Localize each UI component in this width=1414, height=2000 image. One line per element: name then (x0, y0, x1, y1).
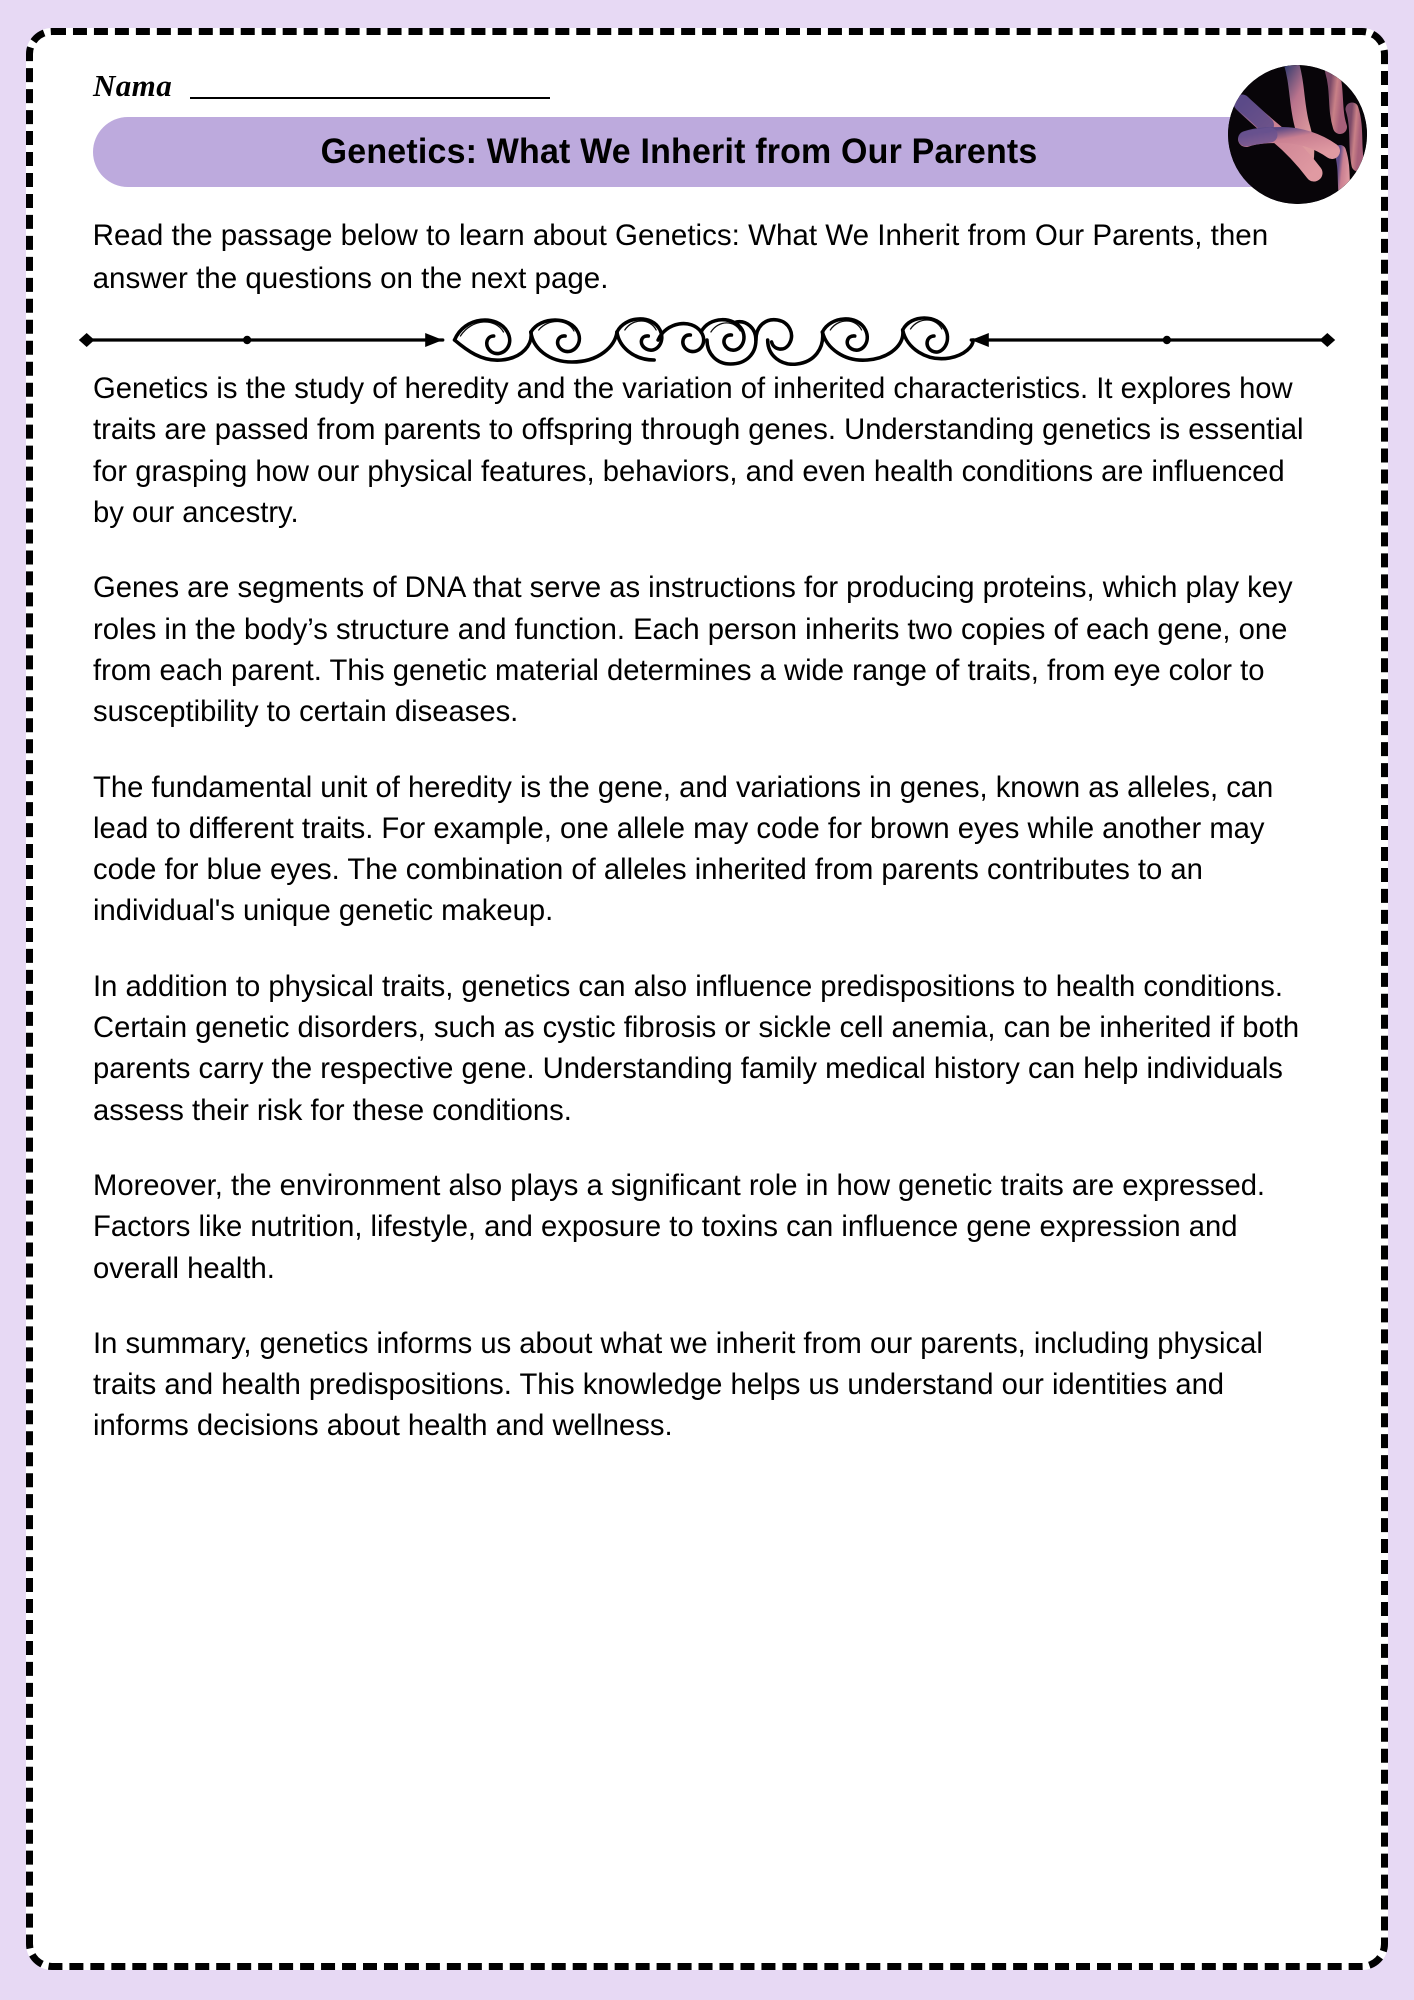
passage-paragraph: Moreover, the environment also plays a significant role in how genetic traits are expressed. Factors like nutrition, lifestyle, and exposure to toxins can influence gene expression and overall health. (93, 1168, 1266, 1285)
instructions-text: Read the passage below to learn about Genetics: What We Inherit from Our Parents, then answer the questions on the next page. (92, 219, 1269, 295)
name-row (67, 57, 1347, 105)
ornamental-flourish-divider-icon (67, 314, 1347, 366)
passage-body (67, 368, 1347, 1447)
page-title: Genetics: What We Inherit from Our Parents (320, 132, 1038, 171)
passage-paragraph: In summary, genetics informs us about what we inherit from our parents, including physical traits and health predispositions. This knowledge helps us understand our identities and informs decisions about health and wellness. (93, 1326, 1263, 1443)
name-input-line[interactable] (190, 97, 550, 99)
passage-paragraph: Genes are segments of DNA that serve as instructions for producing proteins, which play key roles in the body’s structure and function. Each person inherits two copies of each gene, one from each parent. This genetic material determines a wide range of traits, from eye color to susceptibility to certain diseases. (93, 571, 1293, 729)
title-banner-wrap (67, 117, 1347, 187)
passage-paragraph: The fundamental unit of heredity is the gene, and variations in genes, known as alleles, can lead to different traits. For example, one allele may code for brown eyes while another may code for blue eyes. The combination of alleles inherited from parents contributes to an individual's unique genetic makeup. (93, 770, 1274, 928)
worksheet-sheet (26, 28, 1388, 1970)
passage-paragraph: In addition to physical traits, genetics can also influence predispositions to health conditions. Certain genetic disorders, such as cystic fibrosis or sickle cell anemia, can be inherited if both parents carry the respective gene. Understanding family medical history can help individuals assess their risk for these conditions. (93, 969, 1300, 1127)
chromosome-photo (1228, 65, 1367, 204)
passage-paragraph: Genetics is the study of heredity and the variation of inherited characteristics. It explores how traits are passed from parents to offspring through genes. Understanding genetics is essential for grasping how our physical features, behaviors, and even health conditions are influenced by our ancestry. (93, 372, 1304, 530)
title-banner (93, 117, 1303, 187)
name-label: Nama (93, 68, 173, 103)
